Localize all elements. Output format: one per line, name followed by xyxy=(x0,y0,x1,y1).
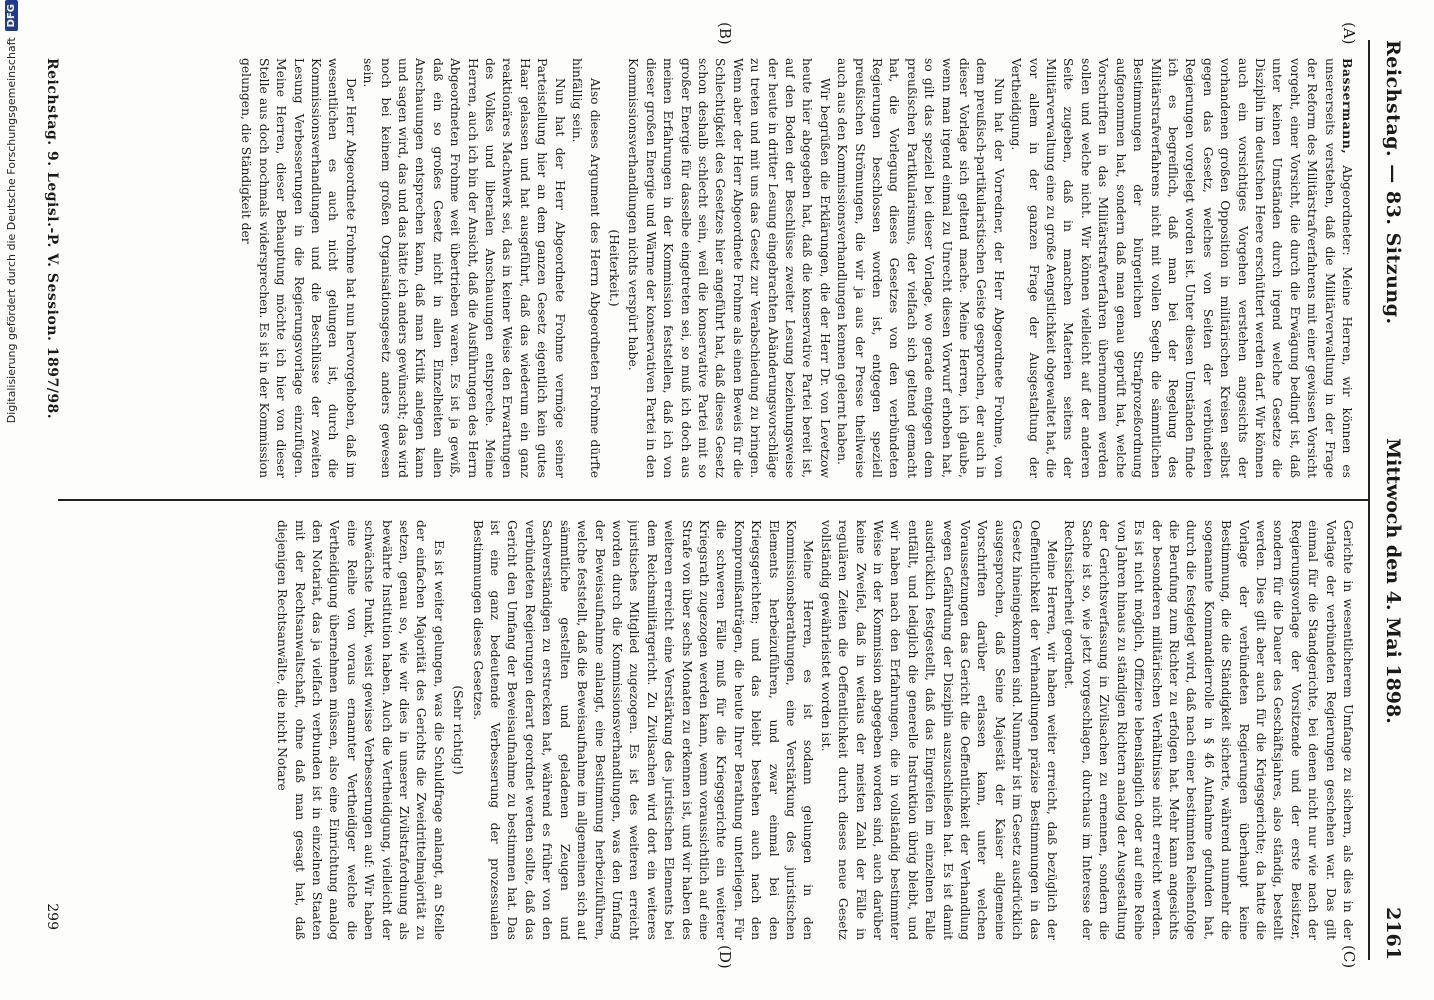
header-title: Reichstag. — 83. Sitzung. xyxy=(1382,40,1404,325)
page-header xyxy=(1370,40,1404,960)
left-column xyxy=(56,58,1356,478)
margin-marker-a: (A) xyxy=(1340,22,1358,45)
header-date-and-page xyxy=(1382,438,1404,960)
header-rule xyxy=(1368,40,1370,960)
paragraph xyxy=(1007,58,1356,478)
paragraph: Wir begrüßen die Erklärungen, die der Herr Dr. von Levetzow heute hier abgegeben hat, daß die konservative Partei bereit ist, auf den Boden der Beschlüsse zweiter Lesung beziehungsweise der heute in dritter Lesung eingebrachten Abänderungsvorschläge zu treten und mit uns das Gesetz zur Verabschiedung zu bringen. Wenn aber der Herr Abgeordnete Frohme als einen Beweis für die Schlechtigkeit des Gesetzes hier angeführt hat, daß dieses Gesetz schon deshalb schlecht sein, weil die konservative Partei mit so großer Energie für dasselbe eingetreten sei, so muß ich doch aus meinen Erfahrungen in der Kommission feststellen, daß ich von dieser großen Energie und Wärme der konservativen Partei in den Kommissionsverhandlungen nichts verspürt habe. xyxy=(626,58,832,478)
credit-text: Digitalisierung gefördert durch die Deutsche Forschungsgemeinschaft xyxy=(4,37,18,424)
margin-marker-c: (C) xyxy=(1340,945,1358,969)
margin-marker-d: (D) xyxy=(716,945,734,969)
paragraph: Es ist weiter gelungen, was die Schuldfrage anlangt, an Stelle der einfachen Majorität des Gerichts die Zweidrittelmajorität zu setzen, genau so, wie wir dies in unserer Zivilstrafordnung als bewährte Institution haben. Auch die Vertheidigung, vielleicht der schwächste Punkt, weist gewisse Verbesserungen auf: Wir haben eine Reihe von voraus ernannter Vertheidiger welche die Vertheidigung übernehmen müssen, also eine Einrichtung analog den Notariat, das ja vielfach verbunden ist in einzelnen Staaten mit der Rechtsanwaltschaft, ohne daß man gesagt hat, daß diejenigen Rechtsanwälte, die nicht Notare xyxy=(275,520,446,940)
header-date: Mittwoch den 4. Mai 1898. xyxy=(1382,438,1404,724)
paragraph: Meine Herren, wir haben weiter erreicht, daß bezüglich der Oeffentlichkeit der Verhandlungen präzise Bestimmungen in das Gesetz hineingekommen sind. Nunmehr ist im Gesetz ausdrücklich ausgesprochen, daß Seine Majestät der Kaiser allgemeine Vorschriften darüber erlassen kann, unter welchen Voraussetzungen das Gericht die Oeffentlichkeit der Verhandlung wegen Gefährdung der Disziplin auszuschließen hat. Es ist damit ausdrücklich festgestellt, daß das Eingreifen im einzelnen Falle entfällt, und lediglich die generelle Instruktion übrig bleibt, und wir haben nach den Erfahrungen, die in vollständig bestimmter Weise in der Kommission abgegeben worden sind, auch darüber keine Zweifel, daß in weitaus der meisten Zahl der Fälle in regulären Zeiten die Oeffentlichkeit durch dieses neue Gesetz vollständig gewährleistet worden ist. xyxy=(818,520,1060,940)
paragraph: Meine Herren, es ist sodann gelungen in den Kommissionsberathungen, eine Verstärkung des juristischen Elements herbeizuführen, und zwar einmal bei den Kriegsgerichten; und das bleibt bestehen auch nach den Kompromißanträgen, die heute Ihrer Berathung unterliegen. Für die schweren Fälle muß für die Kriegsgerichte ein weiterer Kriegsrath zugezogen werden kann, wenn voraussichtlich auf eine Strafe von über sechs Monaten zu erkennen ist, und wir haben des weiteren erreicht eine Verstärkung des juristischen Elements bei dem Reichsmilitärgericht. Zu Zivilsachen wird dort ein weiteres juristisches Mitglied zugezogen. Es ist des weiteren erreicht worden durch die Kommissionsverhandlungen, was den Umfang der Beweisaufnahme anlangt, eine Bestimmung herbeizuführen, welche feststellt, daß die Beweisaufnahme im allgemeinen sich auf sämmtliche gestellten und geladenen Zeugen und Sachverständigen zu erstrecken hat, während es früher von den verbündeten Regierungen derart geordnet werden sollte, daß das Gericht den Umfang der Beweisaufnahme zu bestimmen hat. Das ist eine ganz bedeutende Verbesserung der prozessualen Bestimmungen dieses Gesetzes. xyxy=(470,520,816,940)
digitization-credit xyxy=(0,0,22,1000)
paragraph: Der Herr Abgeordnete Frohme hat nun hervorgehoben, daß im wesentlichen es auch nicht gelungen ist, durch die Kommissionsverhandlungen und die Beschlüsse der zweiten Lesung Verbesserungen in die Regierungsvorlage einzufügen. Meine Herren, dieser Behauptung möchte ich hier von dieser Stelle aus doch nochmals widersprechen. Es ist in der Kommission gelungen, die Ständigkeit der xyxy=(239,58,358,478)
page-number: 2161 xyxy=(1382,907,1404,960)
interjection: (Heiterkeit.) xyxy=(606,229,621,307)
column-divider xyxy=(58,499,1368,501)
paragraph: Also dieses Argument des Herrn Abgeordneten Frohme dürfte hinfällig sein. xyxy=(570,58,602,478)
footer-sheet-number: 299 xyxy=(44,903,60,930)
paragraph: Nun hat der Vorredner, der Herr Abgeordnete Frohme, von dem preußisch-partikularistischen Geiste gesprochen, der auch in dieser Vorlage sich geltend mache. Meine Herren, ich glaube, wenn man irgend einmal zu Unrecht diesen Vorwurf erhoben hat, so gilt das speziell bei dieser Vorlage, wo gerade entgegen dem preußischen Partikularismus, der vielfach sich geltend gemacht hat, die Vorlegung dieses Gesetzes von den verbündeten Regierungen beschlossen worden ist, entgegen speziell preußischen Strömungen, die wir ja aus der Presse theilweise auch aus den Kommissionsverhandlungen kennen gelernt haben. xyxy=(835,58,1006,478)
paragraph: Gerichte in wesentlicherem Umfange zu sichern, als dies in der Vorlage der verbündeten Regierungen geschehen war. Das gilt einmal für die Standgerichte, bei denen nicht nur wie nach der Regierungsvorlage der Vorsitzende und der erste Beisitzer, sondern für die Dauer des Geschäftsjahres, also ständig, bestellt werden. Dies gilt aber auch für die Kriegsgerichte; da hatte die Vorlage der verbündeten Regierungen überhaupt keine Bestimmung, die die Ständigkeit sicherte, während nunmehr die sogenannte Kommandierrolle in § 46 Aufnahme gefunden hat, durch die festgelegt wird, daß nach einer bestimmten Reihenfolge die Berufung zum Richter zu erfolgen hat. Mehr kann angesichts der besonderen militärischen Verhältnisse nicht erreicht werden. Es ist nicht möglich, Offiziere lebenslänglich oder auf eine Reihe von Jahren hinaus zu ständigen Richtern analog der Ausgestaltung der Gerichtsverfassung in Zivilsachen zu ernennen, sondern die Sache ist so, wie jetzt vorgeschlagen, durchaus im Interesse der Rechtssicherheit geordnet. xyxy=(1062,520,1355,940)
paragraph: Nun hat der Herr Abgeordnete Frohme vermöge seiner Parteistellung hier an dem ganzen Gesetz eigentlich kein gutes Haar gelassen und hat ausgeführt, daß das wiederum ein ganz reaktionäres Machwerk sei, das in keiner Weise den Erwartungen des Volkes und liberalen Anschauungen entspreche. Meine Herren, auch ich bin der Ansicht, daß die Ausführungen des Herrn Abgeordneten Frohme weit übertrieben waren. Es ist ja gewiß, daß ein so großes Gesetz nicht in allen Einzelheiten allen Anschauungen entsprechen kann, daß man Kritik anlegen kann und sagen wird, das und das hätte ich anders gewünscht; das wird noch bei keinem großen Organisationsgesetz anders gewesen sein. xyxy=(361,58,567,478)
right-column xyxy=(56,520,1356,940)
footer-session: Reichstag. 9. Legisl.-P. V. Session. 1897/98. xyxy=(44,58,60,420)
interjection: (Sehr richtig!) xyxy=(451,685,466,775)
speaker-name: Bassermann, xyxy=(1340,58,1355,155)
paragraph-text: Abgeordneter: Meine Herren, wir können es unsererseits verstehen, daß die Militärverwaltung in der Frage der Reform des Militärstrafverfahrens mit einer gewissen Vorsicht vorgeht, einer Vorsicht, die durch die Erwägung bedingt ist, daß unter keinen Umständen durch irgend welche Gesetze die Disziplin im deutschen Heere erschüttert werden darf. Wir können auch ein vorsichtiges Vorgehen verstehen angesichts der vorhandenen großen Opposition in militärischen Kreisen selbst gegen das Gesetz, welches von Seiten der verbündeten Regierungen vorgelegt worden ist. Unter diesen Umständen finde ich es begreiflich, daß man bei der Regelung des Militärstrafverfahrens nicht mit vollen Segeln die sämmtlichen Bestimmungen der bürgerlichen Strafprozeßordnung aufgenommen hat, sondern daß man genau geprüft hat, welche Vorschriften in das Militärstrafverfahren übernommen werden sollen und welche nicht. Wir können vielleicht auf der anderen Seite zugeben, daß in manchen Materien seitens der Militärverwaltung eine zu große Aengstlichkeit obgewaltet hat, die vor allem in der ganzen Frage der Ausgestaltung der Vertheidigung. xyxy=(1009,58,1354,478)
dfg-logo: DFG xyxy=(5,0,18,31)
margin-marker-b: (B) xyxy=(716,22,734,45)
